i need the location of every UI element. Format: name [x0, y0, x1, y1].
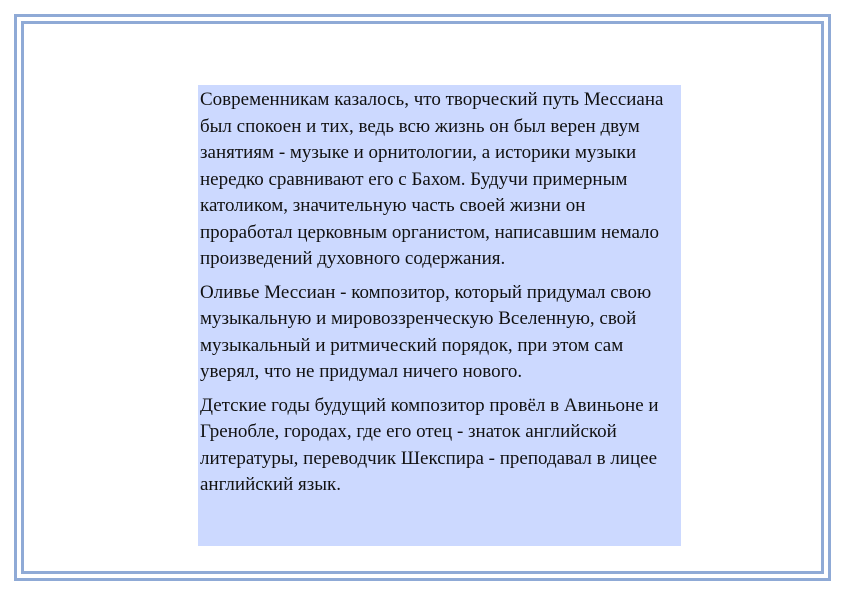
paragraph-1: Современникам казалось, что творческий путь Мессиана был спокоен и тих, ведь всю жизнь он был верен двум занятиям - музыке и орнитологии, а историки музыки нередко сравнивают его с Бахом. Будучи примерным католиком, значительную часть своей жизни он проработал церковным органистом, написавшим немало произведений духовного содержания. — [200, 89, 664, 269]
paragraph-3: Детские годы будущий композитор провёл в Авиньоне и Гренобле, городах, где его отец - знаток английской литературы, переводчик Шекспира - преподавал в лицее английский язык. — [200, 394, 659, 495]
paragraph-2: Оливье Мессиан - композитор, который придумал свою музыкальную и мировоззренческую Вселенную, свой музыкальный и ритмический порядок, при этом сам уверял, что не придумал ничего нового. — [200, 281, 652, 382]
text-block — [198, 85, 681, 546]
